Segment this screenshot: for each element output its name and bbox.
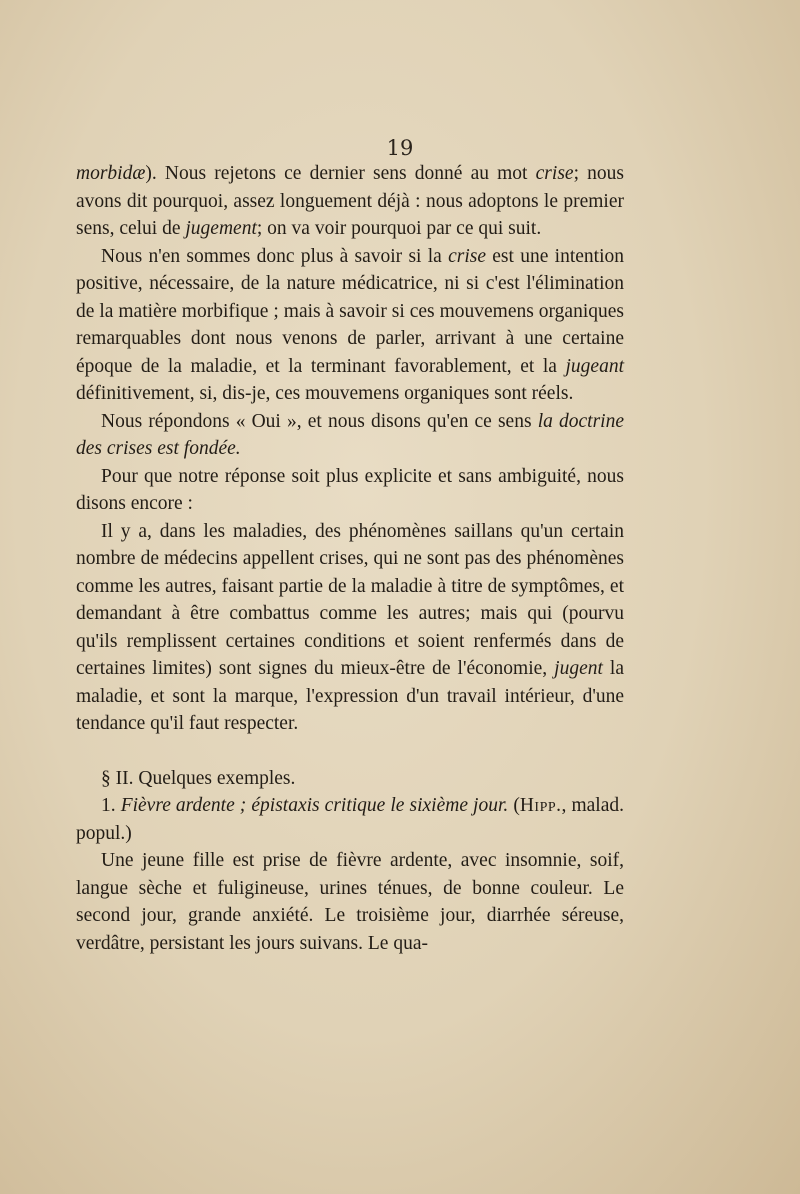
text-run: Nous n'en sommes donc plus à savoir si la: [101, 245, 449, 267]
paragraph-2: [76, 243, 624, 408]
paragraph-3: [76, 408, 624, 463]
example-number: 1.: [101, 795, 121, 816]
text-run: définitivement, si, dis-je, ces mouvemens organiques sont réels.: [76, 383, 574, 404]
reference-author: Hipp.: [519, 795, 562, 816]
body-text: [76, 160, 624, 957]
section-spacer: [76, 738, 624, 765]
text-run: (: [508, 795, 520, 816]
italic-term: crise: [535, 163, 574, 184]
text-run: ). Nous rejetons ce dernier sens donné au mot: [145, 163, 536, 184]
italic-term: morbidæ: [76, 163, 146, 184]
text-run: Il y a, dans les maladies, des phénomènes saillans qu'un certain nombre de médecins appellent crises, qui ne sont pas des phénomènes comme les autres, faisant partie de la maladie à titre de symptômes, et demandant à être combattus comme les autres; mais qui (pourvu qu'ils remplissent certaines conditions et soient renfermés dans de certaines limites) sont signes du mieux-être de l'économie,: [76, 520, 624, 679]
paragraph-1: [76, 160, 624, 243]
italic-term: jugent: [554, 658, 603, 679]
example-heading: [76, 792, 624, 847]
example-title: Fièvre ardente ; épistaxis critique le sixième jour.: [120, 795, 509, 816]
italic-term: crise: [448, 245, 486, 267]
paragraph-6: Une jeune fille est prise de fièvre ardente, avec insomnie, soif, langue sèche et fuligineuse, urines ténues, de bonne couleur. Le second jour, grande anxiété. Le troisième jour, diarrhée séreuse, verdâtre, persistant les jours suivans. Le qua-: [76, 850, 624, 954]
section-heading: § II. Quelques exemples.: [101, 767, 296, 789]
text-run: ; nous avons dit pourquoi, assez longuement déjà : nous adoptons le premier sens, celui de: [76, 163, 624, 239]
italic-term: la doctrine des crises est fondée.: [76, 410, 624, 459]
italic-term: jugement: [185, 218, 257, 239]
italic-term: jugeant: [565, 355, 624, 377]
paragraph-4: Pour que notre réponse soit plus explicite et sans ambiguité, nous disons encore :: [76, 465, 624, 514]
page-number: 19: [386, 136, 414, 160]
text-run: ; on va voir pourquoi par ce qui suit.: [256, 218, 542, 239]
text-run: , malad. popul.): [76, 795, 625, 844]
text-run: la maladie, et sont la marque, l'expression d'un travail intérieur, d'une tendance qu'il faut respecter.: [76, 658, 625, 734]
paragraph-5: [76, 518, 624, 738]
text-run: est une intention positive, nécessaire, de la nature médicatrice, ni si c'est l'élimination de la matière morbifique ; mais à savoir si ces mouvemens organiques remarquables dont nous venons de parler, arrivant à une certaine époque de la maladie, et la terminant favorablement, et la: [76, 245, 624, 377]
text-run: Nous répondons « Oui », et nous disons qu'en ce sens: [101, 410, 538, 432]
